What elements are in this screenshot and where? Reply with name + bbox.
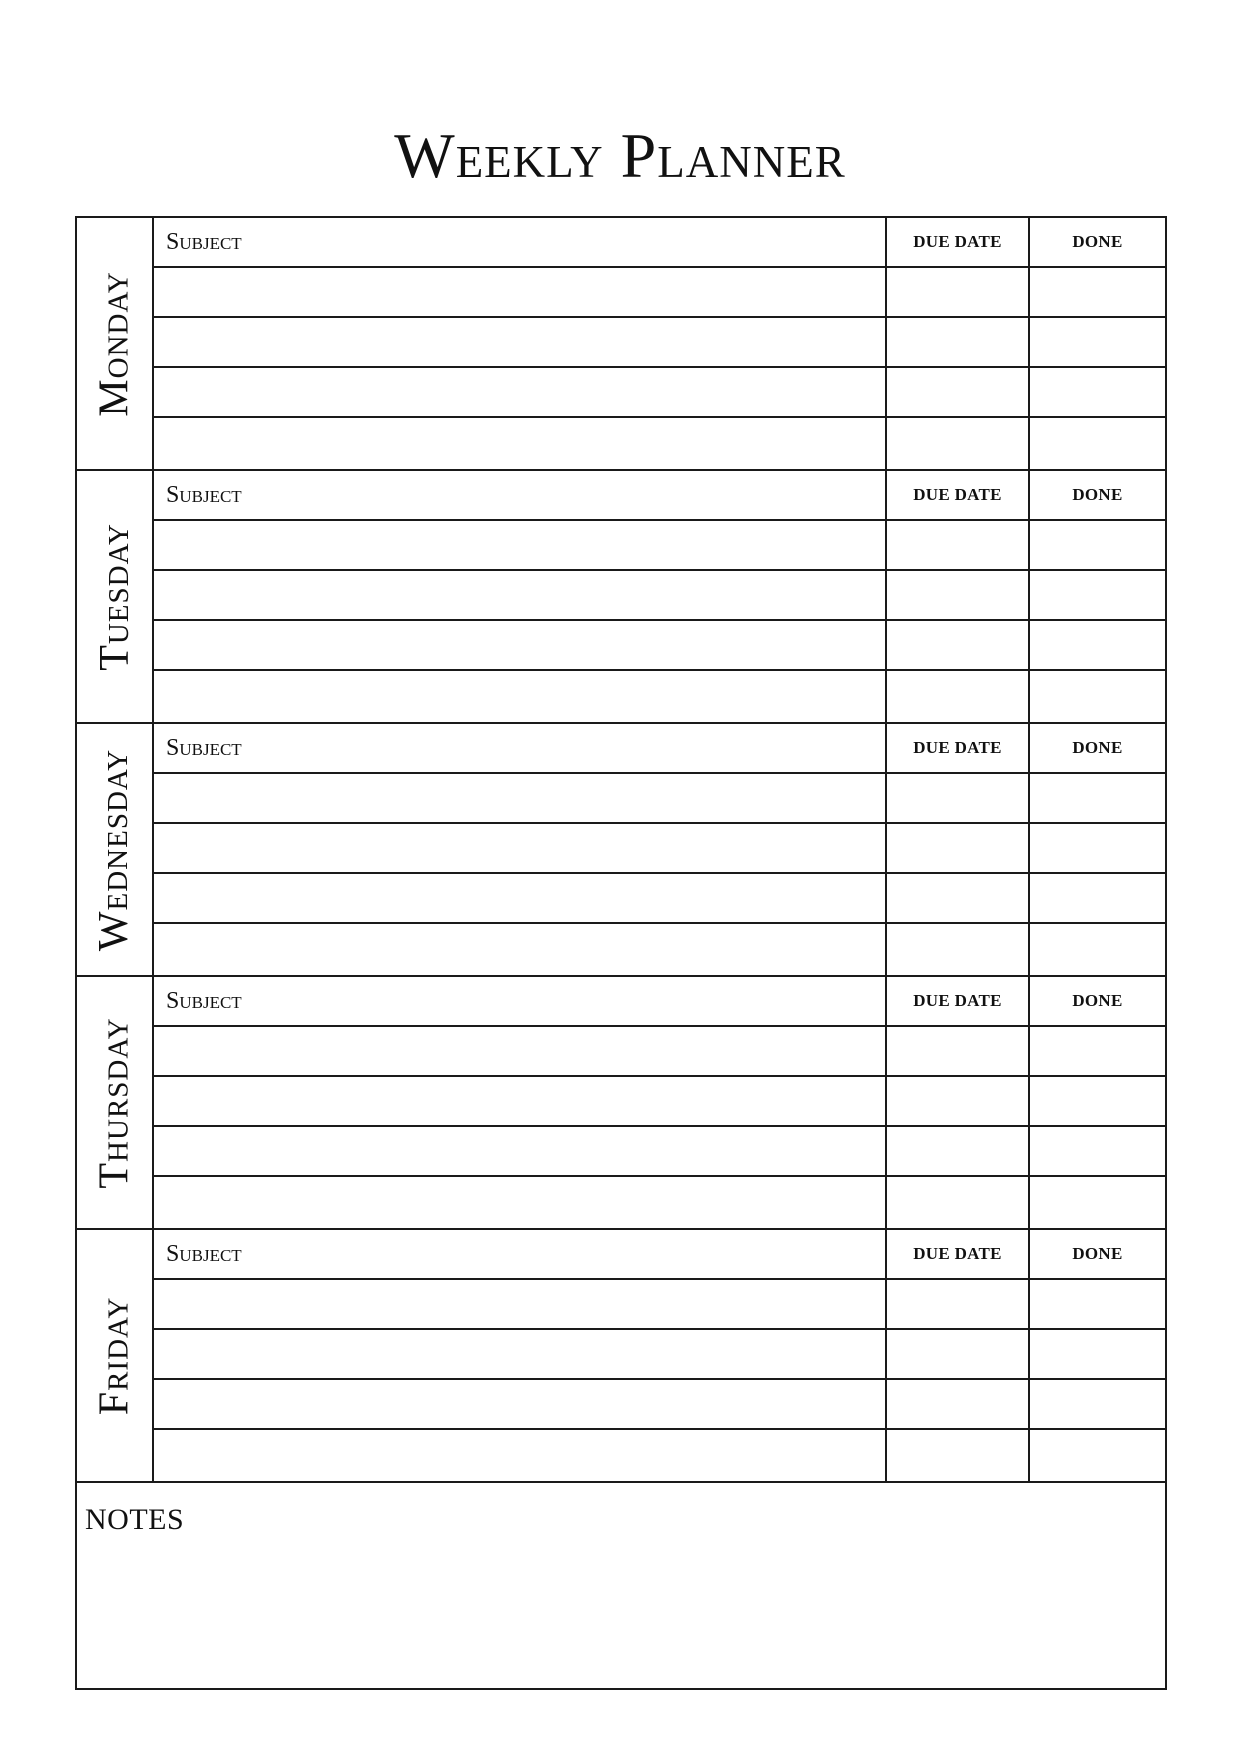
due-date-field[interactable] <box>887 521 1030 569</box>
day-section-tuesday <box>77 471 1165 724</box>
done-field[interactable] <box>1030 1177 1165 1228</box>
subject-field[interactable] <box>154 1330 887 1378</box>
done-field[interactable] <box>1030 1430 1165 1481</box>
due-date-field[interactable] <box>887 1330 1030 1378</box>
notes-label: NOTES <box>85 1503 185 1536</box>
subject-header: Subject <box>154 471 887 519</box>
task-row <box>154 1027 1165 1077</box>
due-date-field[interactable] <box>887 268 1030 316</box>
due-date-header: DUE DATE <box>887 724 1030 772</box>
done-field[interactable] <box>1030 1127 1165 1175</box>
task-row <box>154 1127 1165 1177</box>
day-label-cell <box>77 724 154 975</box>
due-date-field[interactable] <box>887 368 1030 416</box>
column-header-row <box>154 218 1165 268</box>
done-field[interactable] <box>1030 874 1165 922</box>
task-grid <box>154 1230 1165 1481</box>
due-date-field[interactable] <box>887 1380 1030 1428</box>
subject-field[interactable] <box>154 1077 887 1125</box>
task-row <box>154 874 1165 924</box>
due-date-header: DUE DATE <box>887 977 1030 1025</box>
due-date-field[interactable] <box>887 571 1030 619</box>
subject-field[interactable] <box>154 1027 887 1075</box>
subject-field[interactable] <box>154 268 887 316</box>
done-field[interactable] <box>1030 1330 1165 1378</box>
done-field[interactable] <box>1030 671 1165 722</box>
due-date-field[interactable] <box>887 1027 1030 1075</box>
subject-field[interactable] <box>154 368 887 416</box>
page-title: Weekly Planner <box>394 120 846 191</box>
subject-field[interactable] <box>154 774 887 822</box>
day-label-cell <box>77 977 154 1228</box>
task-row <box>154 1177 1165 1228</box>
task-row <box>154 1280 1165 1330</box>
done-field[interactable] <box>1030 1077 1165 1125</box>
subject-header: Subject <box>154 724 887 772</box>
due-date-field[interactable] <box>887 621 1030 669</box>
day-label-cell <box>77 1230 154 1481</box>
task-row <box>154 418 1165 469</box>
subject-header: Subject <box>154 1230 887 1278</box>
done-field[interactable] <box>1030 571 1165 619</box>
task-row <box>154 1380 1165 1430</box>
task-row <box>154 1077 1165 1127</box>
subject-field[interactable] <box>154 1430 887 1481</box>
done-field[interactable] <box>1030 774 1165 822</box>
due-date-field[interactable] <box>887 1077 1030 1125</box>
due-date-field[interactable] <box>887 924 1030 975</box>
due-date-field[interactable] <box>887 1430 1030 1481</box>
done-field[interactable] <box>1030 368 1165 416</box>
done-field[interactable] <box>1030 621 1165 669</box>
subject-field[interactable] <box>154 1177 887 1228</box>
task-row <box>154 268 1165 318</box>
subject-field[interactable] <box>154 318 887 366</box>
day-label: Wednesday <box>91 748 138 951</box>
task-row <box>154 621 1165 671</box>
task-row <box>154 774 1165 824</box>
subject-field[interactable] <box>154 418 887 469</box>
due-date-header: DUE DATE <box>887 218 1030 266</box>
column-header-row <box>154 724 1165 774</box>
subject-field[interactable] <box>154 924 887 975</box>
due-date-field[interactable] <box>887 774 1030 822</box>
task-grid <box>154 218 1165 469</box>
day-label-cell <box>77 471 154 722</box>
due-date-field[interactable] <box>887 1177 1030 1228</box>
task-grid <box>154 724 1165 975</box>
due-date-field[interactable] <box>887 1127 1030 1175</box>
due-date-field[interactable] <box>887 874 1030 922</box>
due-date-field[interactable] <box>887 318 1030 366</box>
task-row <box>154 318 1165 368</box>
notes-area[interactable] <box>77 1483 1165 1688</box>
done-field[interactable] <box>1030 1380 1165 1428</box>
due-date-header: DUE DATE <box>887 1230 1030 1278</box>
done-header: DONE <box>1072 991 1123 1010</box>
done-header: DONE <box>1072 485 1123 504</box>
due-date-field[interactable] <box>887 824 1030 872</box>
done-field[interactable] <box>1030 418 1165 469</box>
subject-header: Subject <box>154 977 887 1025</box>
due-date-field[interactable] <box>887 1280 1030 1328</box>
due-date-header: DUE DATE <box>887 471 1030 519</box>
task-row <box>154 924 1165 975</box>
done-header: DONE <box>1072 232 1123 251</box>
done-field[interactable] <box>1030 824 1165 872</box>
subject-field[interactable] <box>154 874 887 922</box>
done-field[interactable] <box>1030 1027 1165 1075</box>
task-row <box>154 571 1165 621</box>
column-header-row <box>154 1230 1165 1280</box>
day-section-thursday <box>77 977 1165 1230</box>
done-header: DONE <box>1072 1244 1123 1263</box>
subject-field[interactable] <box>154 1380 887 1428</box>
day-label: Thursday <box>91 1016 138 1189</box>
day-label: Tuesday <box>91 522 138 671</box>
task-grid <box>154 471 1165 722</box>
done-field[interactable] <box>1030 318 1165 366</box>
day-section-wednesday <box>77 724 1165 977</box>
subject-field[interactable] <box>154 1127 887 1175</box>
day-label-cell <box>77 218 154 469</box>
due-date-field[interactable] <box>887 418 1030 469</box>
subject-field[interactable] <box>154 824 887 872</box>
task-row <box>154 671 1165 722</box>
day-section-monday <box>77 218 1165 471</box>
done-field[interactable] <box>1030 1280 1165 1328</box>
day-label: Monday <box>91 270 138 417</box>
subject-field[interactable] <box>154 571 887 619</box>
task-grid <box>154 977 1165 1228</box>
weekly-planner-table <box>75 216 1167 1690</box>
task-row <box>154 521 1165 571</box>
subject-field[interactable] <box>154 1280 887 1328</box>
task-row <box>154 1330 1165 1380</box>
task-row <box>154 824 1165 874</box>
done-field[interactable] <box>1030 268 1165 316</box>
done-header: DONE <box>1072 738 1123 757</box>
subject-field[interactable] <box>154 671 887 722</box>
day-label: Friday <box>91 1296 138 1415</box>
subject-field[interactable] <box>154 521 887 569</box>
day-section-friday <box>77 1230 1165 1483</box>
subject-header: Subject <box>154 218 887 266</box>
due-date-field[interactable] <box>887 671 1030 722</box>
task-row <box>154 1430 1165 1481</box>
column-header-row <box>154 977 1165 1027</box>
done-field[interactable] <box>1030 924 1165 975</box>
done-field[interactable] <box>1030 521 1165 569</box>
task-row <box>154 368 1165 418</box>
subject-field[interactable] <box>154 621 887 669</box>
column-header-row <box>154 471 1165 521</box>
